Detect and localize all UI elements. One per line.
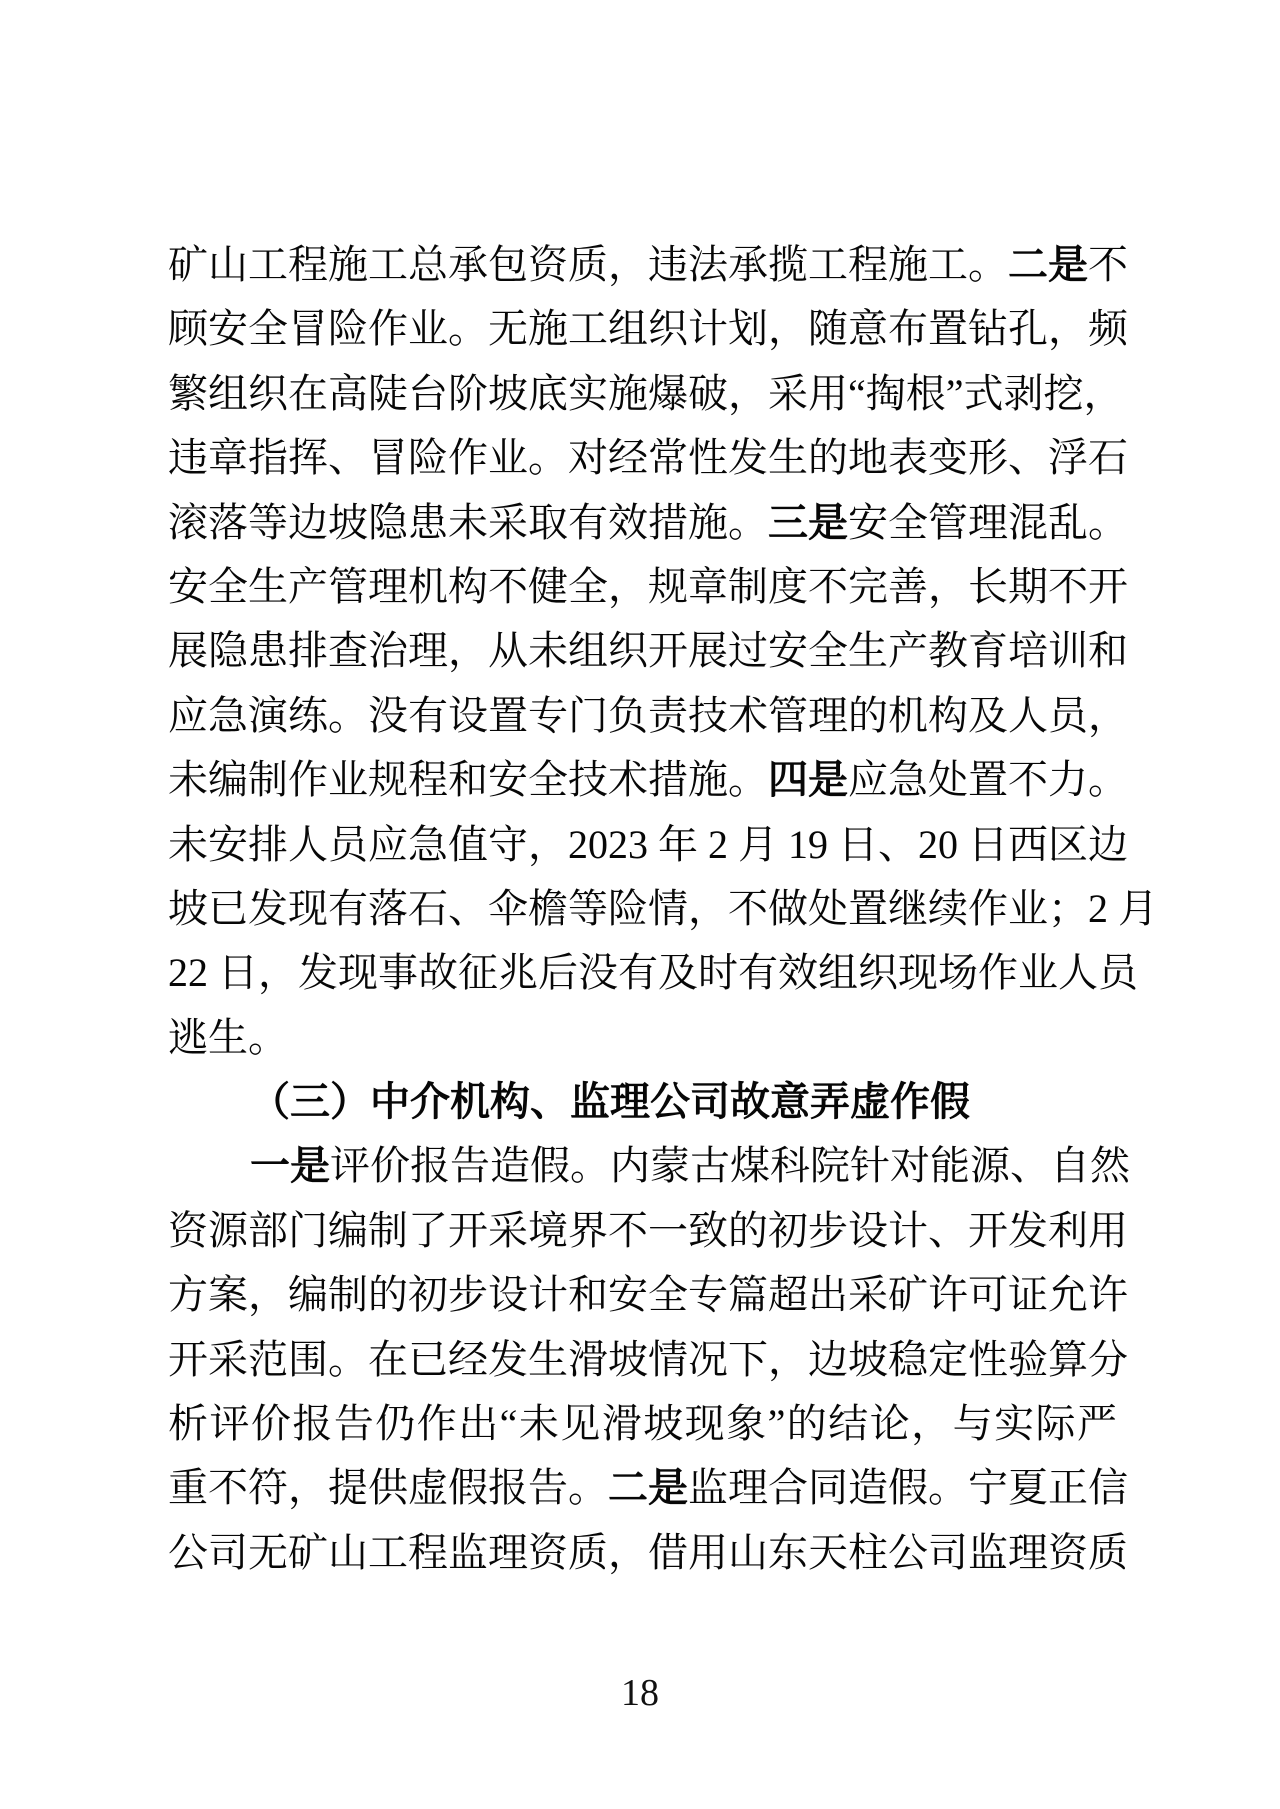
text-run: 矿山工程施工总承包资质，违法承揽工程施工。 — [168, 242, 1008, 287]
text-run: 繁组织在高陡台阶坡底实施爆破，采用“掏根”式剥挖， — [168, 370, 1124, 416]
bold-text-run: 二是 — [608, 1466, 688, 1511]
text-run: 应急演练。没有设置专门负责技术管理的机构及人员， — [168, 692, 1128, 738]
text-run: 安全管理混乱。 — [848, 499, 1128, 545]
text-run: 顾安全冒险作业。无施工组织计划，随意布置钻孔，频 — [168, 306, 1128, 352]
text-run: 应急处置不力。 — [848, 757, 1128, 803]
text-run: 22 日，发现事故征兆后没有及时有效组织现场作业人员 — [168, 950, 1138, 996]
bold-text-run: 三是 — [768, 500, 848, 545]
bold-text-run: （三）中介机构、监理公司故意弄虚作假 — [250, 1080, 970, 1125]
text-line — [168, 233, 1128, 297]
text-line — [168, 813, 1128, 877]
bold-text-run: 二是 — [1008, 243, 1088, 287]
text-run: 未编制作业规程和安全技术措施。 — [168, 757, 768, 803]
text-run: 监理合同造假。宁夏正信 — [688, 1465, 1128, 1511]
text-line — [168, 491, 1128, 555]
text-line — [168, 1199, 1128, 1263]
text-line — [168, 619, 1128, 683]
document-body — [168, 233, 1158, 1585]
text-run: 重不符，提供虚假报告。 — [168, 1465, 608, 1511]
text-run: 开采范围。在已经发生滑坡情况下，边坡稳定性验算分 — [168, 1336, 1128, 1382]
text-line — [168, 1006, 1117, 1070]
text-run: 展隐患排查治理，从未组织开展过安全生产教育培训和 — [168, 628, 1128, 674]
text-line — [168, 1521, 1128, 1585]
text-line — [168, 684, 1128, 748]
text-run: 逃生。 — [168, 1014, 288, 1060]
text-line — [168, 1070, 1117, 1134]
bold-text-run: 四是 — [768, 758, 848, 803]
text-line — [168, 1392, 1117, 1456]
text-run: 违章指挥、冒险作业。对经常性发生的地表变形、浮石 — [168, 435, 1128, 481]
text-line — [168, 555, 1128, 619]
text-line — [168, 877, 1158, 941]
text-run: 未安排人员应急值守，2023 年 2 月 19 日、20 日西区边 — [168, 821, 1128, 867]
text-line — [168, 1263, 1128, 1327]
text-line — [168, 297, 1128, 361]
text-run: 方案，编制的初步设计和安全专篇超出采矿许可证允许 — [168, 1272, 1128, 1318]
text-line — [168, 1134, 1130, 1198]
text-run: 公司无矿山工程监理资质，借用山东天柱公司监理资质 — [168, 1529, 1128, 1575]
text-run: 滚落等边坡隐患未采取有效措施。 — [168, 499, 768, 545]
text-line — [168, 1328, 1128, 1392]
text-run: 评价报告造假。内蒙古煤科院针对能源、自然 — [330, 1143, 1130, 1189]
text-line — [168, 1456, 1128, 1520]
text-line — [168, 748, 1128, 812]
text-run: 不 — [1088, 242, 1128, 287]
bold-text-run: 一是 — [250, 1144, 330, 1189]
text-line — [168, 426, 1128, 490]
page-number: 18 — [621, 1672, 659, 1714]
text-run: 析评价报告仍作出“未见滑坡现象”的结论，与实际严 — [168, 1401, 1117, 1447]
text-line — [168, 362, 1124, 426]
text-run: 坡已发现有落石、伞檐等险情，不做处置继续作业；2 月 — [168, 885, 1158, 931]
text-run: 安全生产管理机构不健全，规章制度不完善，长期不开 — [168, 563, 1128, 609]
text-line — [168, 941, 1138, 1005]
text-run: 资源部门编制了开采境界不一致的初步设计、开发利用 — [168, 1207, 1128, 1253]
